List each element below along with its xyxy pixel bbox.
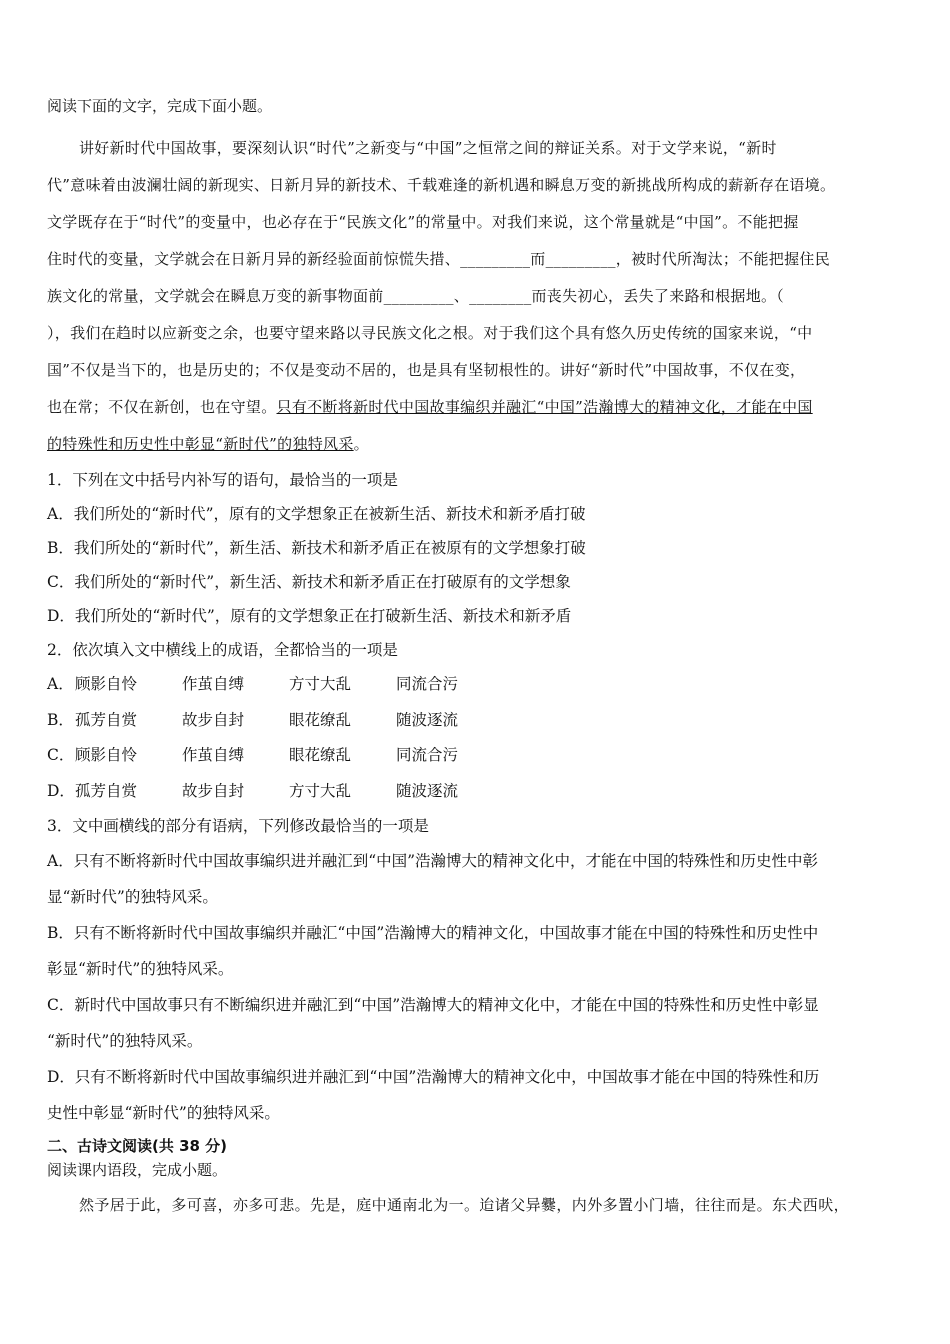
- passage-text: 。: [353, 435, 369, 453]
- option-d: D． 孤芳自赏 故步自封 方寸大乱 随波逐流: [47, 781, 459, 800]
- passage-line: 代”意味着由波澜壮阔的新现实、日新月异的新技术、千载难逢的新机遇和瞬息万变的新挑战所构成的薪新存在语境。: [47, 176, 836, 194]
- option-b-cont: 彰显“新时代”的独特风采。: [47, 960, 234, 978]
- question-stem: 3．文中画横线的部分有语病，下列修改最恰当的一项是: [47, 817, 429, 835]
- underlined-sentence: 只有不断将新时代中国故事编织并融汇“中国”浩瀚博大的精神文化，才能在中国: [276, 398, 813, 416]
- section-heading: 二、古诗文阅读(共 38 分): [47, 1137, 228, 1155]
- option-c: C． 顾影自怜 作茧自缚 眼花缭乱 同流合污: [47, 746, 459, 764]
- reading-intro: 阅读下面的文字，完成下面小题。: [47, 97, 273, 115]
- underlined-sentence: 的特殊性和历史性中彰显“新时代”的独特风采: [47, 435, 354, 453]
- passage-line: 文学既存在于“时代”的变量中，也必存在于“民族文化”的常量中。对我们来说，这个常量就是“中国”。不能把握: [47, 213, 799, 231]
- option-b: B．只有不断将新时代中国故事编织并融汇“中国”浩瀚博大的精神文化，中国故事才能在中国的特殊性和历史性中: [47, 924, 819, 942]
- option-c: C．我们所处的“新时代”，新生活、新技术和新矛盾正在打破原有的文学想象: [47, 573, 571, 591]
- passage-line: ），我们在趋时以应新变之余，也要守望来路以寻民族文化之根。对于我们这个具有悠久历史传统的国家来说，“中: [47, 324, 813, 342]
- question-3: [47, 809, 907, 1131]
- question-2: [47, 633, 907, 809]
- passage-line: [47, 389, 907, 426]
- option-c: C．新时代中国故事只有不断编织进并融汇到“中国”浩瀚博大的精神文化中，才能在中国的特殊性和历史性中彰显: [47, 996, 819, 1014]
- section-intro: 阅读课内语段，完成小题。: [47, 1161, 228, 1179]
- option-d-cont: 史性中彰显“新时代”的独特风采。: [47, 1104, 280, 1122]
- option-b: B． 孤芳自赏 故步自封 眼花缭乱 随波逐流: [47, 710, 459, 729]
- passage-line: 住时代的变量，文学就会在日新月异的新经验面前惊慌失措、_________而_________，被时代所淘汰；不能把握住民: [47, 250, 831, 268]
- passage-line: [47, 426, 907, 463]
- question-stem: 2．依次填入文中横线上的成语，全都恰当的一项是: [47, 641, 398, 659]
- passage-line: 国”不仅是当下的，也是历史的；不仅是变动不居的，也是具有坚韧根性的。讲好“新时代”中国故事，不仅在变，: [47, 361, 806, 379]
- passage-line: 讲好新时代中国故事，要深刻认识“时代”之新变与“中国”之恒常之间的辩证关系。对于文学来说，“新时: [79, 139, 777, 157]
- question-1: [47, 463, 907, 633]
- question-stem: 1．下列在文中括号内补写的语句，最恰当的一项是: [47, 471, 398, 489]
- option-d: D．我们所处的“新时代”，原有的文学想象正在打破新生活、新技术和新矛盾: [47, 607, 572, 625]
- passage-line: 族文化的常量，文学就会在瞬息万变的新事物面前_________、________而丧失初心，丢失了来路和根据地。（: [47, 287, 785, 305]
- document-page: [47, 96, 907, 1223]
- option-d: D．只有不断将新时代中国故事编织进并融汇到“中国”浩瀚博大的精神文化中，中国故事才能在中国的特殊性和历: [47, 1068, 820, 1086]
- passage-text: 也在常；不仅在新创，也在守望。: [47, 398, 277, 416]
- option-a: A．只有不断将新时代中国故事编织进并融汇到“中国”浩瀚博大的精神文化中，才能在中国的特殊性和历史性中彰: [47, 852, 819, 870]
- reading-passage: [47, 130, 907, 463]
- option-a-cont: 显“新时代”的独特风采。: [47, 888, 218, 906]
- classical-text: 然予居于此，多可喜，亦多可悲。先是，庭中通南北为一。迨诸父异爨，内外多置小门墙，往往而是。东犬西吠，: [79, 1196, 850, 1214]
- option-a: A．我们所处的“新时代”，原有的文学想象正在被新生活、新技术和新矛盾打破: [47, 505, 586, 523]
- option-c-cont: “新时代”的独特风采。: [47, 1032, 203, 1050]
- option-a: A． 顾影自怜 作茧自缚 方寸大乱 同流合污: [47, 675, 459, 693]
- option-b: B．我们所处的“新时代”，新生活、新技术和新矛盾正在被原有的文学想象打破: [47, 539, 586, 557]
